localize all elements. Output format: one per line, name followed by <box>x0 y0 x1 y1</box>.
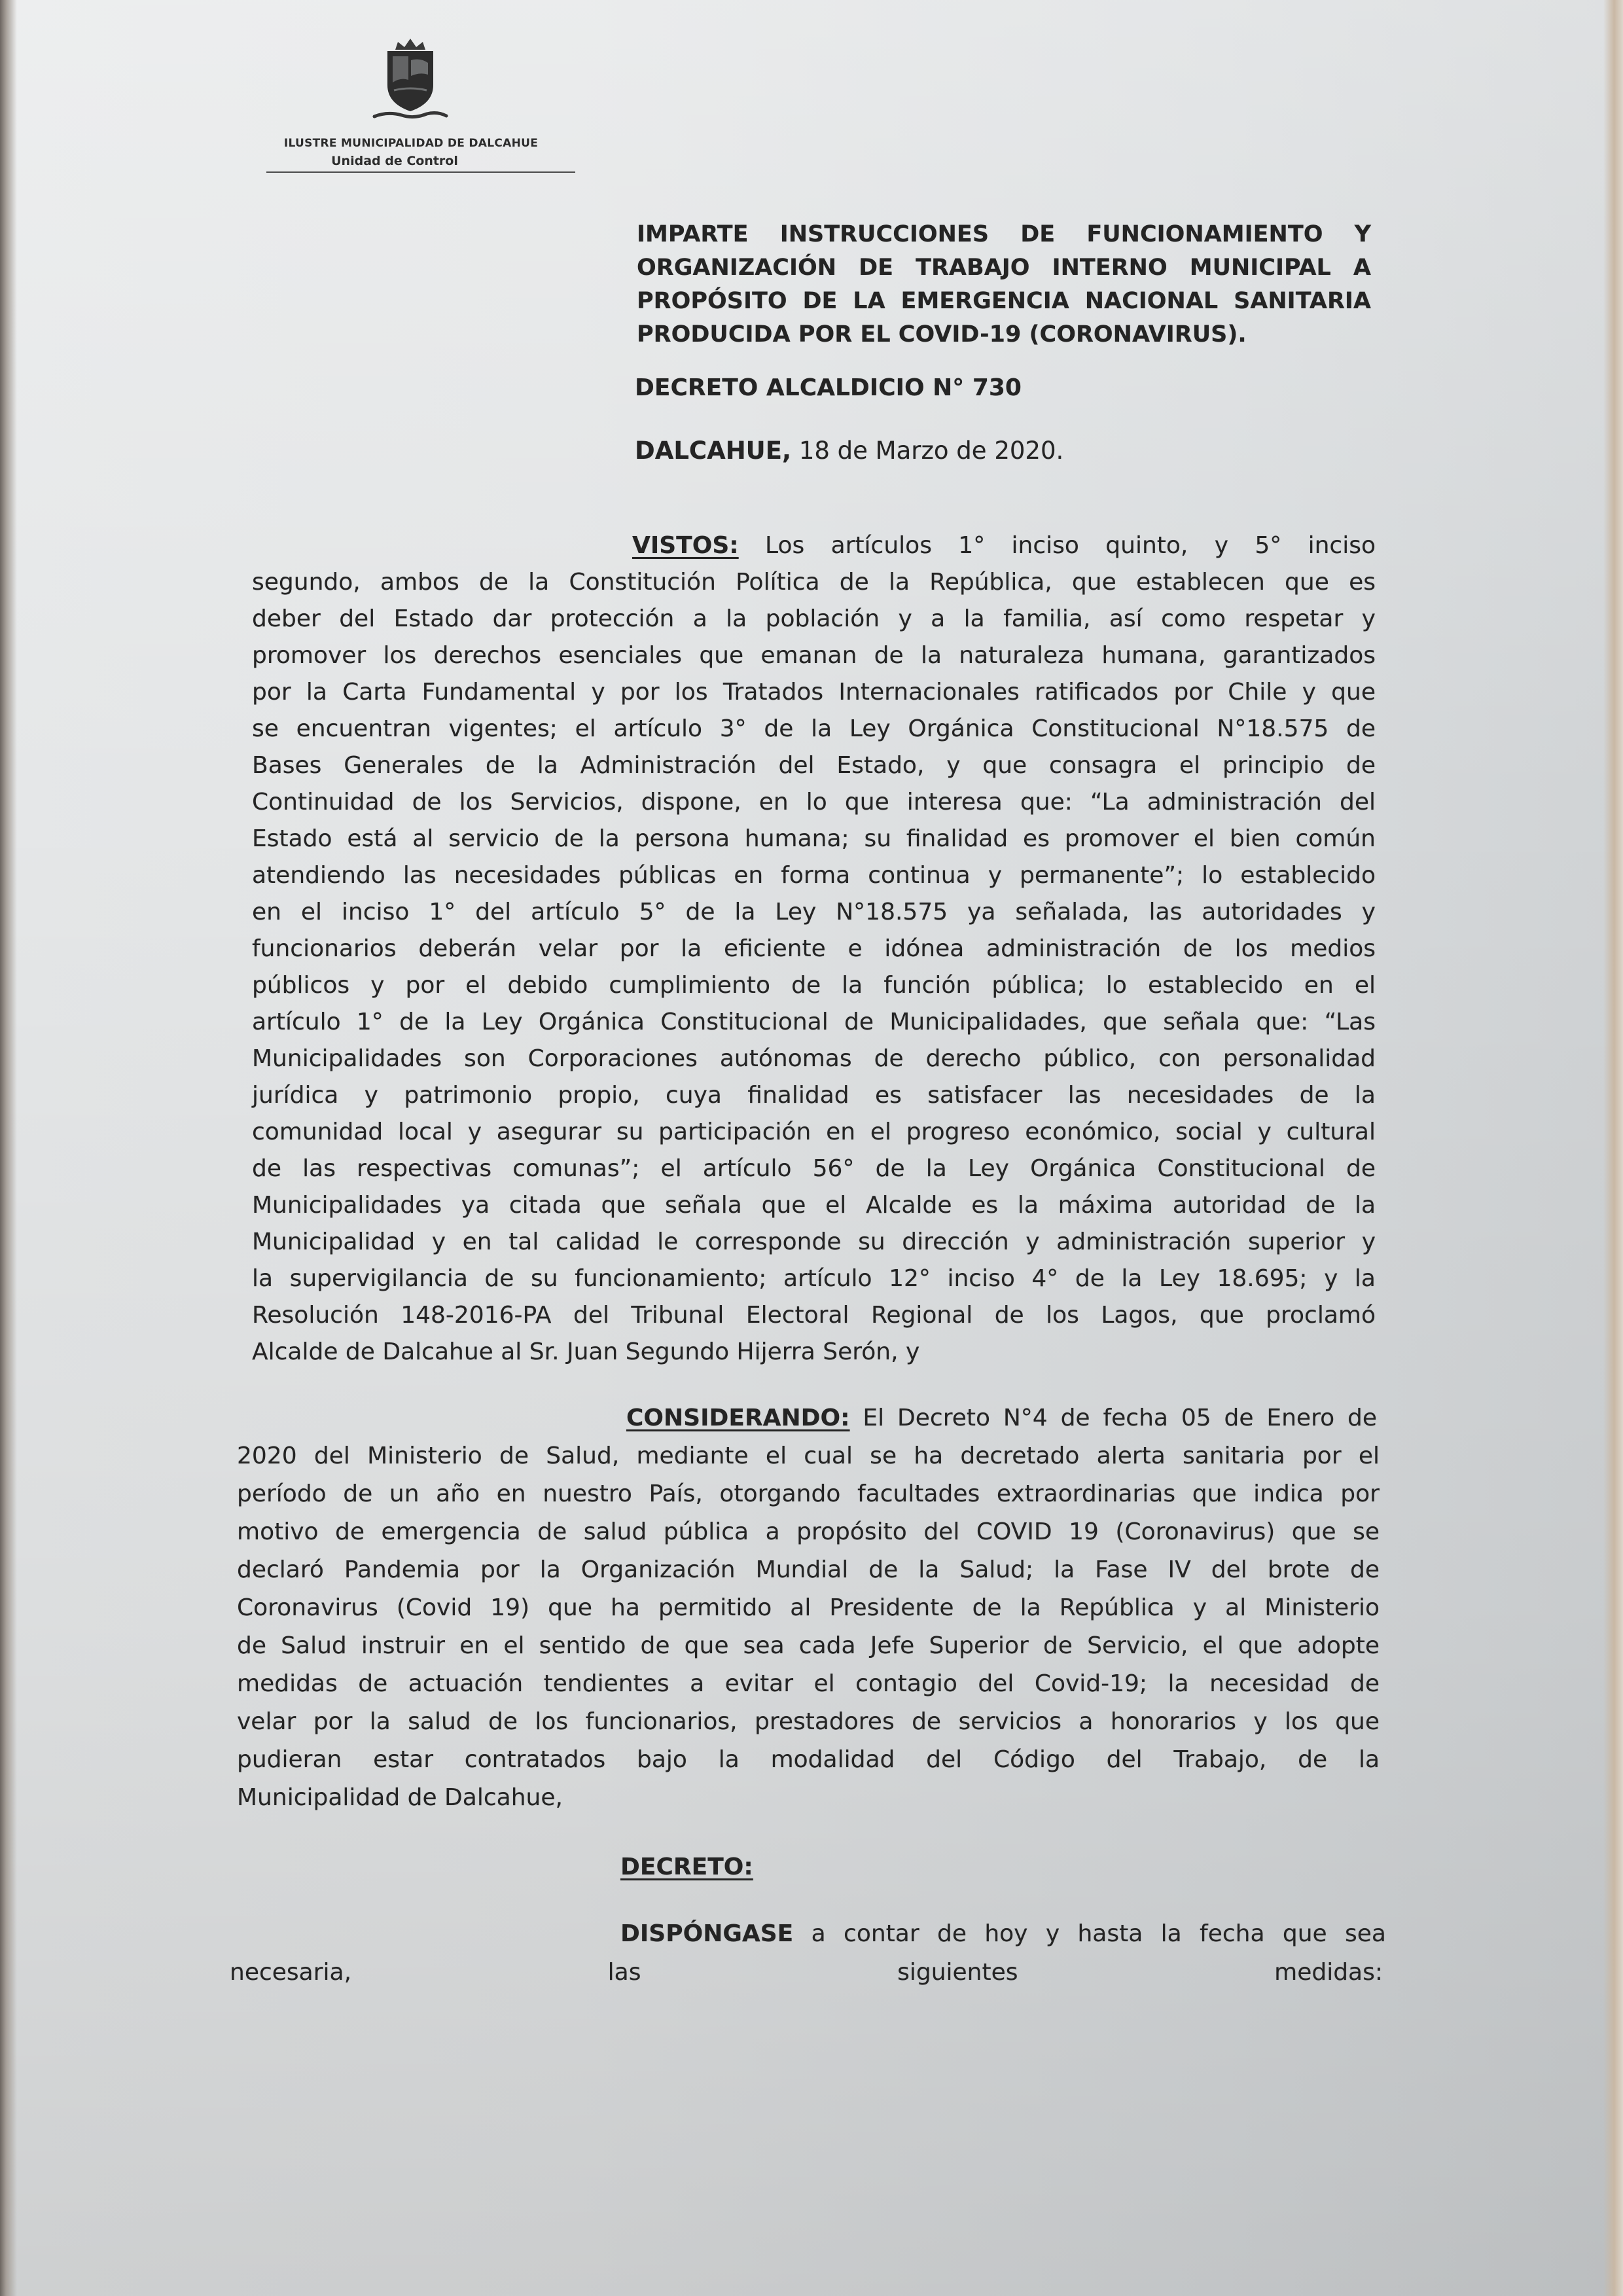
considerando-line: de Salud instruir en el sentido de que sea cada Jefe Superior de Servicio, el que adopte <box>237 1632 1380 1659</box>
letterhead-rule <box>266 171 575 173</box>
vistos-line: promover los derechos esenciales que emanan de la naturaleza humana, garantizados <box>252 642 1376 669</box>
vistos-line: la supervigilancia de su funcionamiento; artículo 12° inciso 4° de la Ley 18.695; y la <box>252 1265 1376 1292</box>
vistos-line: comunidad local y asegurar su participación en el progreso económico, social y cultural <box>252 1119 1376 1145</box>
considerando-first-line <box>626 1399 1377 1437</box>
considerando-line: medidas de actuación tendientes a evitar el contagio del Covid-19; la necesidad de <box>237 1670 1380 1697</box>
paper-edge-right <box>1603 0 1623 2296</box>
disposicion-first-line-block <box>620 1914 1386 1954</box>
org-unit: Unidad de Control <box>331 154 458 168</box>
vistos-line: jurídica y patrimonio propio, cuya finalidad es satisfacer las necesidades de la <box>252 1082 1376 1109</box>
decreto-heading <box>620 1848 753 1886</box>
vistos-first-line <box>632 528 1376 564</box>
vistos-first-line-block <box>632 528 1376 564</box>
considerando-line: 2020 del Ministerio de Salud, mediante el cual se ha decretado alerta sanitaria por el <box>237 1443 1380 1469</box>
considerando-label: CONSIDERANDO: <box>626 1405 850 1431</box>
document-title <box>637 218 1371 351</box>
vistos-line: públicos y por el debido cumplimiento de la función pública; lo establecido en el <box>252 972 1376 999</box>
date: 18 de Marzo de 2020. <box>798 437 1064 465</box>
vistos-line: deber del Estado dar protección a la población y a la familia, así como respetar y <box>252 605 1376 632</box>
title-line: IMPARTE INSTRUCCIONES DE FUNCIONAMIENTO Y <box>637 221 1371 247</box>
disposicion-line: necesaria, las siguientes medidas: <box>230 1959 1383 1986</box>
disposicion-line: a contar de hoy y hasta la fecha que sea <box>811 1920 1386 1947</box>
vistos-line: Municipalidades son Corporaciones autónomas de derecho público, con personalidad <box>252 1045 1376 1072</box>
considerando-line: velar por la salud de los funcionarios, prestadores de servicios a honorarios y los que <box>237 1708 1380 1735</box>
vistos-line: atendiendo las necesidades públicas en forma continua y permanente”; lo establecido <box>252 862 1376 889</box>
vistos-paragraph <box>252 564 1376 1371</box>
place: DALCAHUE, <box>635 437 792 465</box>
place-date <box>635 435 1063 467</box>
considerando-paragraph <box>237 1437 1380 1817</box>
disposicion-label: DISPÓNGASE <box>620 1920 794 1947</box>
considerando-line: motivo de emergencia de salud pública a propósito del COVID 19 (Coronavirus) que se <box>237 1518 1380 1545</box>
disposicion-first-line <box>620 1914 1386 1954</box>
vistos-line: Municipalidad y en tal calidad le corresponde su dirección y administración superior y <box>252 1229 1376 1255</box>
vistos-line: Los artículos 1° inciso quinto, y 5° inciso <box>765 532 1376 559</box>
title-line: PRODUCIDA POR EL COVID-19 (CORONAVIRUS). <box>637 321 1247 348</box>
considerando-line: período de un año en nuestro País, otorgando facultades extraordinarias que indica por <box>237 1480 1380 1507</box>
vistos-line: Estado está al servicio de la persona humana; su finalidad es promover el bien común <box>252 825 1376 852</box>
considerando-line: Municipalidad de Dalcahue, <box>237 1784 563 1811</box>
org-name: ILUSTRE MUNICIPALIDAD DE DALCAHUE <box>283 137 539 150</box>
title-line: ORGANIZACIÓN DE TRABAJO INTERNO MUNICIPAL A <box>637 255 1371 281</box>
vistos-line: funcionarios deberán velar por la eficiente e idónea administración de los medios <box>252 935 1376 962</box>
disposicion-paragraph <box>230 1953 1383 1992</box>
considerando-line: Coronavirus (Covid 19) que ha permitido al Presidente de la República y al Ministerio <box>237 1594 1380 1621</box>
vistos-line: Alcalde de Dalcahue al Sr. Juan Segundo Hijerra Serón, y <box>252 1338 920 1365</box>
vistos-line: en el inciso 1° del artículo 5° de la Ley N°18.575 ya señalada, las autoridades y <box>252 899 1376 925</box>
paper-edge-left <box>0 0 17 2296</box>
considerando-first-line-block <box>626 1399 1377 1437</box>
decree-number: DECRETO ALCALDICIO N° 730 <box>635 374 1022 401</box>
vistos-line: Municipalidades ya citada que señala que el Alcalde es la máxima autoridad de la <box>252 1192 1376 1219</box>
vistos-line: artículo 1° de la Ley Orgánica Constitucional de Municipalidades, que señala que: “Las <box>252 1009 1376 1035</box>
vistos-line: por la Carta Fundamental y por los Tratados Internacionales ratificados por Chile y que <box>252 679 1376 706</box>
vistos-line: de las respectivas comunas”; el artículo 56° de la Ley Orgánica Constitucional de <box>252 1155 1376 1182</box>
considerando-line: El Decreto N°4 de fecha 05 de Enero de <box>863 1405 1377 1431</box>
vistos-line: se encuentran vigentes; el artículo 3° de la Ley Orgánica Constitucional N°18.575 de <box>252 715 1376 742</box>
decreto-label: DECRETO: <box>620 1854 753 1880</box>
vistos-line: Continuidad de los Servicios, dispone, en lo que interesa que: “La administración del <box>252 789 1376 816</box>
title-line: PROPÓSITO DE LA EMERGENCIA NACIONAL SANITARIA <box>637 288 1371 314</box>
municipal-crest-icon <box>368 34 453 126</box>
vistos-line: segundo, ambos de la Constitución Política de la República, que establecen que es <box>252 569 1376 596</box>
vistos-label: VISTOS: <box>632 532 739 559</box>
vistos-line: Resolución 148-2016-PA del Tribunal Electoral Regional de los Lagos, que proclamó <box>252 1302 1376 1329</box>
considerando-line: pudieran estar contratados bajo la modalidad del Código del Trabajo, de la <box>237 1746 1380 1773</box>
vistos-line: Bases Generales de la Administración del Estado, y que consagra el principio de <box>252 752 1376 779</box>
considerando-line: declaró Pandemia por la Organización Mundial de la Salud; la Fase IV del brote de <box>237 1556 1380 1583</box>
